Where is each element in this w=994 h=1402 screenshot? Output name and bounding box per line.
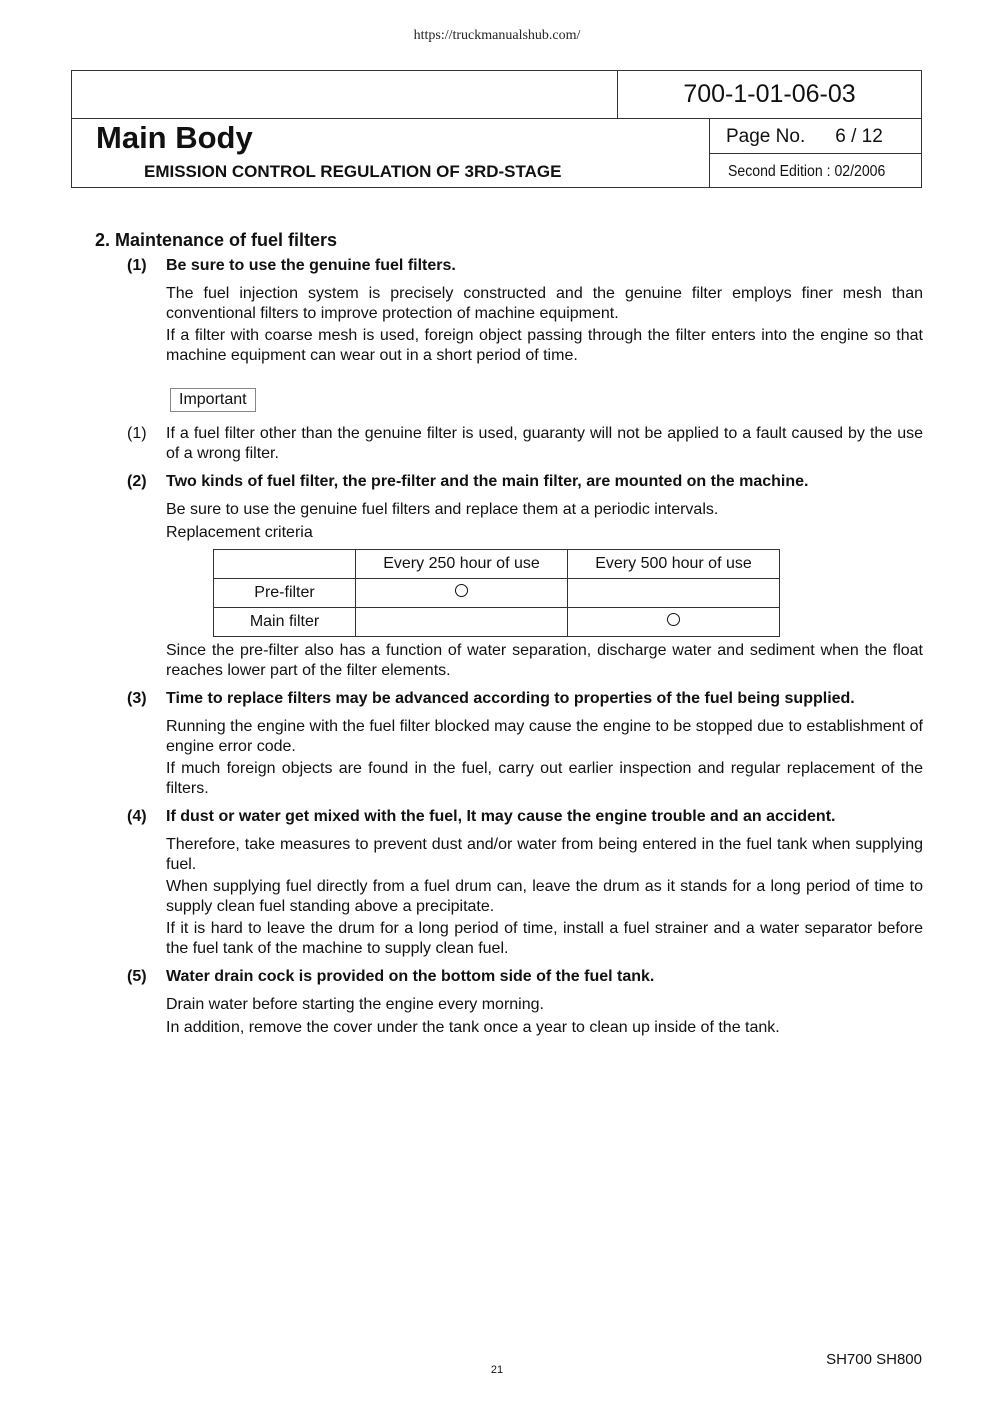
list-item — [95, 807, 923, 959]
page-title: Main Body — [96, 120, 253, 155]
header-divider — [72, 118, 921, 119]
section-heading: 2. Maintenance of fuel filters — [95, 230, 338, 250]
document-header — [71, 70, 922, 188]
item-number: (1) — [127, 257, 147, 274]
table-row — [214, 608, 780, 637]
list-item — [95, 689, 923, 799]
footer-model: SH700 SH800 — [826, 1351, 922, 1368]
paragraph: If it is hard to leave the drum for a long period of time, install a fuel strainer and a water separator before the fuel tank of the machine to supply clean fuel. — [166, 920, 923, 957]
paragraph: Drain water before starting the engine every morning. — [166, 996, 544, 1013]
item-number: (3) — [127, 690, 147, 707]
item-heading: Two kinds of fuel filter, the pre-filter and the main filter, are mounted on the machine. — [166, 473, 809, 490]
footer-page-number: 21 — [490, 1364, 504, 1376]
list-item — [95, 424, 923, 464]
list-item — [95, 256, 923, 366]
table-cell: Main filter — [214, 608, 356, 637]
page-subtitle: EMISSION CONTROL REGULATION OF 3RD-STAGE — [144, 162, 562, 181]
source-url[interactable]: https://truckmanualshub.com/ — [413, 28, 581, 43]
paragraph: Be sure to use the genuine fuel filters and replace them at a periodic intervals. — [166, 501, 719, 518]
table-cell — [356, 608, 568, 637]
main-content — [95, 230, 923, 1038]
paragraph: Running the engine with the fuel filter blocked may cause the engine to be stopped due to establishment of engine error code. — [166, 718, 923, 755]
item-number: (5) — [127, 968, 147, 985]
circle-mark-icon — [455, 584, 468, 597]
page-value: 6 / 12 — [835, 126, 883, 147]
edition-info: Second Edition : 02/2006 — [728, 163, 886, 180]
item-heading: Time to replace filters may be advanced according to properties of the fuel being supplied. — [166, 690, 855, 707]
important-label: Important — [170, 388, 256, 412]
paragraph: The fuel injection system is precisely constructed and the genuine filter employs finer mesh than conventional filters to improve protection of machine equipment. — [166, 285, 923, 322]
paragraph: In addition, remove the cover under the tank once a year to clean up inside of the tank. — [166, 1019, 780, 1036]
paragraph: If a filter with coarse mesh is used, foreign object passing through the filter enters into the engine so that machine equipment can wear out in a short period of time. — [166, 327, 923, 364]
table-cell — [568, 608, 780, 637]
paragraph: Therefore, take measures to prevent dust and/or water from being entered in the fuel tank when supplying fuel. — [166, 836, 923, 873]
item-heading: Be sure to use the genuine fuel filters. — [166, 257, 456, 274]
table-cell: Pre-filter — [214, 579, 356, 608]
paragraph: If much foreign objects are found in the fuel, carry out earlier inspection and regular replacement of the filters. — [166, 760, 923, 797]
page-label: Page No. — [726, 126, 806, 147]
item-number: (1) — [127, 425, 147, 442]
table-header-cell: Every 250 hour of use — [356, 550, 568, 579]
list-item — [95, 472, 923, 681]
table-row — [214, 579, 780, 608]
page-number-box — [726, 126, 883, 148]
list-item — [95, 967, 923, 1038]
circle-mark-icon — [667, 613, 680, 626]
table-header-cell — [214, 550, 356, 579]
document-number: 700-1-01-06-03 — [683, 80, 856, 108]
replacement-criteria-table — [213, 549, 780, 637]
paragraph: Since the pre-filter also has a function of water separation, discharge water and sediment when the float reaches lower part of the filter elements. — [166, 642, 923, 679]
table-header-row — [214, 550, 780, 579]
item-heading: Water drain cock is provided on the bottom side of the fuel tank. — [166, 968, 655, 985]
table-header-cell: Every 500 hour of use — [568, 550, 780, 579]
table-cell — [568, 579, 780, 608]
header-divider — [709, 153, 921, 154]
paragraph: Replacement criteria — [166, 524, 313, 541]
item-heading: If dust or water get mixed with the fuel, It may cause the engine trouble and an accident. — [166, 808, 836, 825]
item-number: (4) — [127, 808, 147, 825]
paragraph: When supplying fuel directly from a fuel drum can, leave the drum as it stands for a long period of time to supply clean fuel standing above a precipitate. — [166, 878, 923, 915]
table-cell — [356, 579, 568, 608]
item-number: (2) — [127, 473, 147, 490]
paragraph: If a fuel filter other than the genuine filter is used, guaranty will not be applied to a fault caused by the use of a wrong filter. — [166, 425, 923, 462]
